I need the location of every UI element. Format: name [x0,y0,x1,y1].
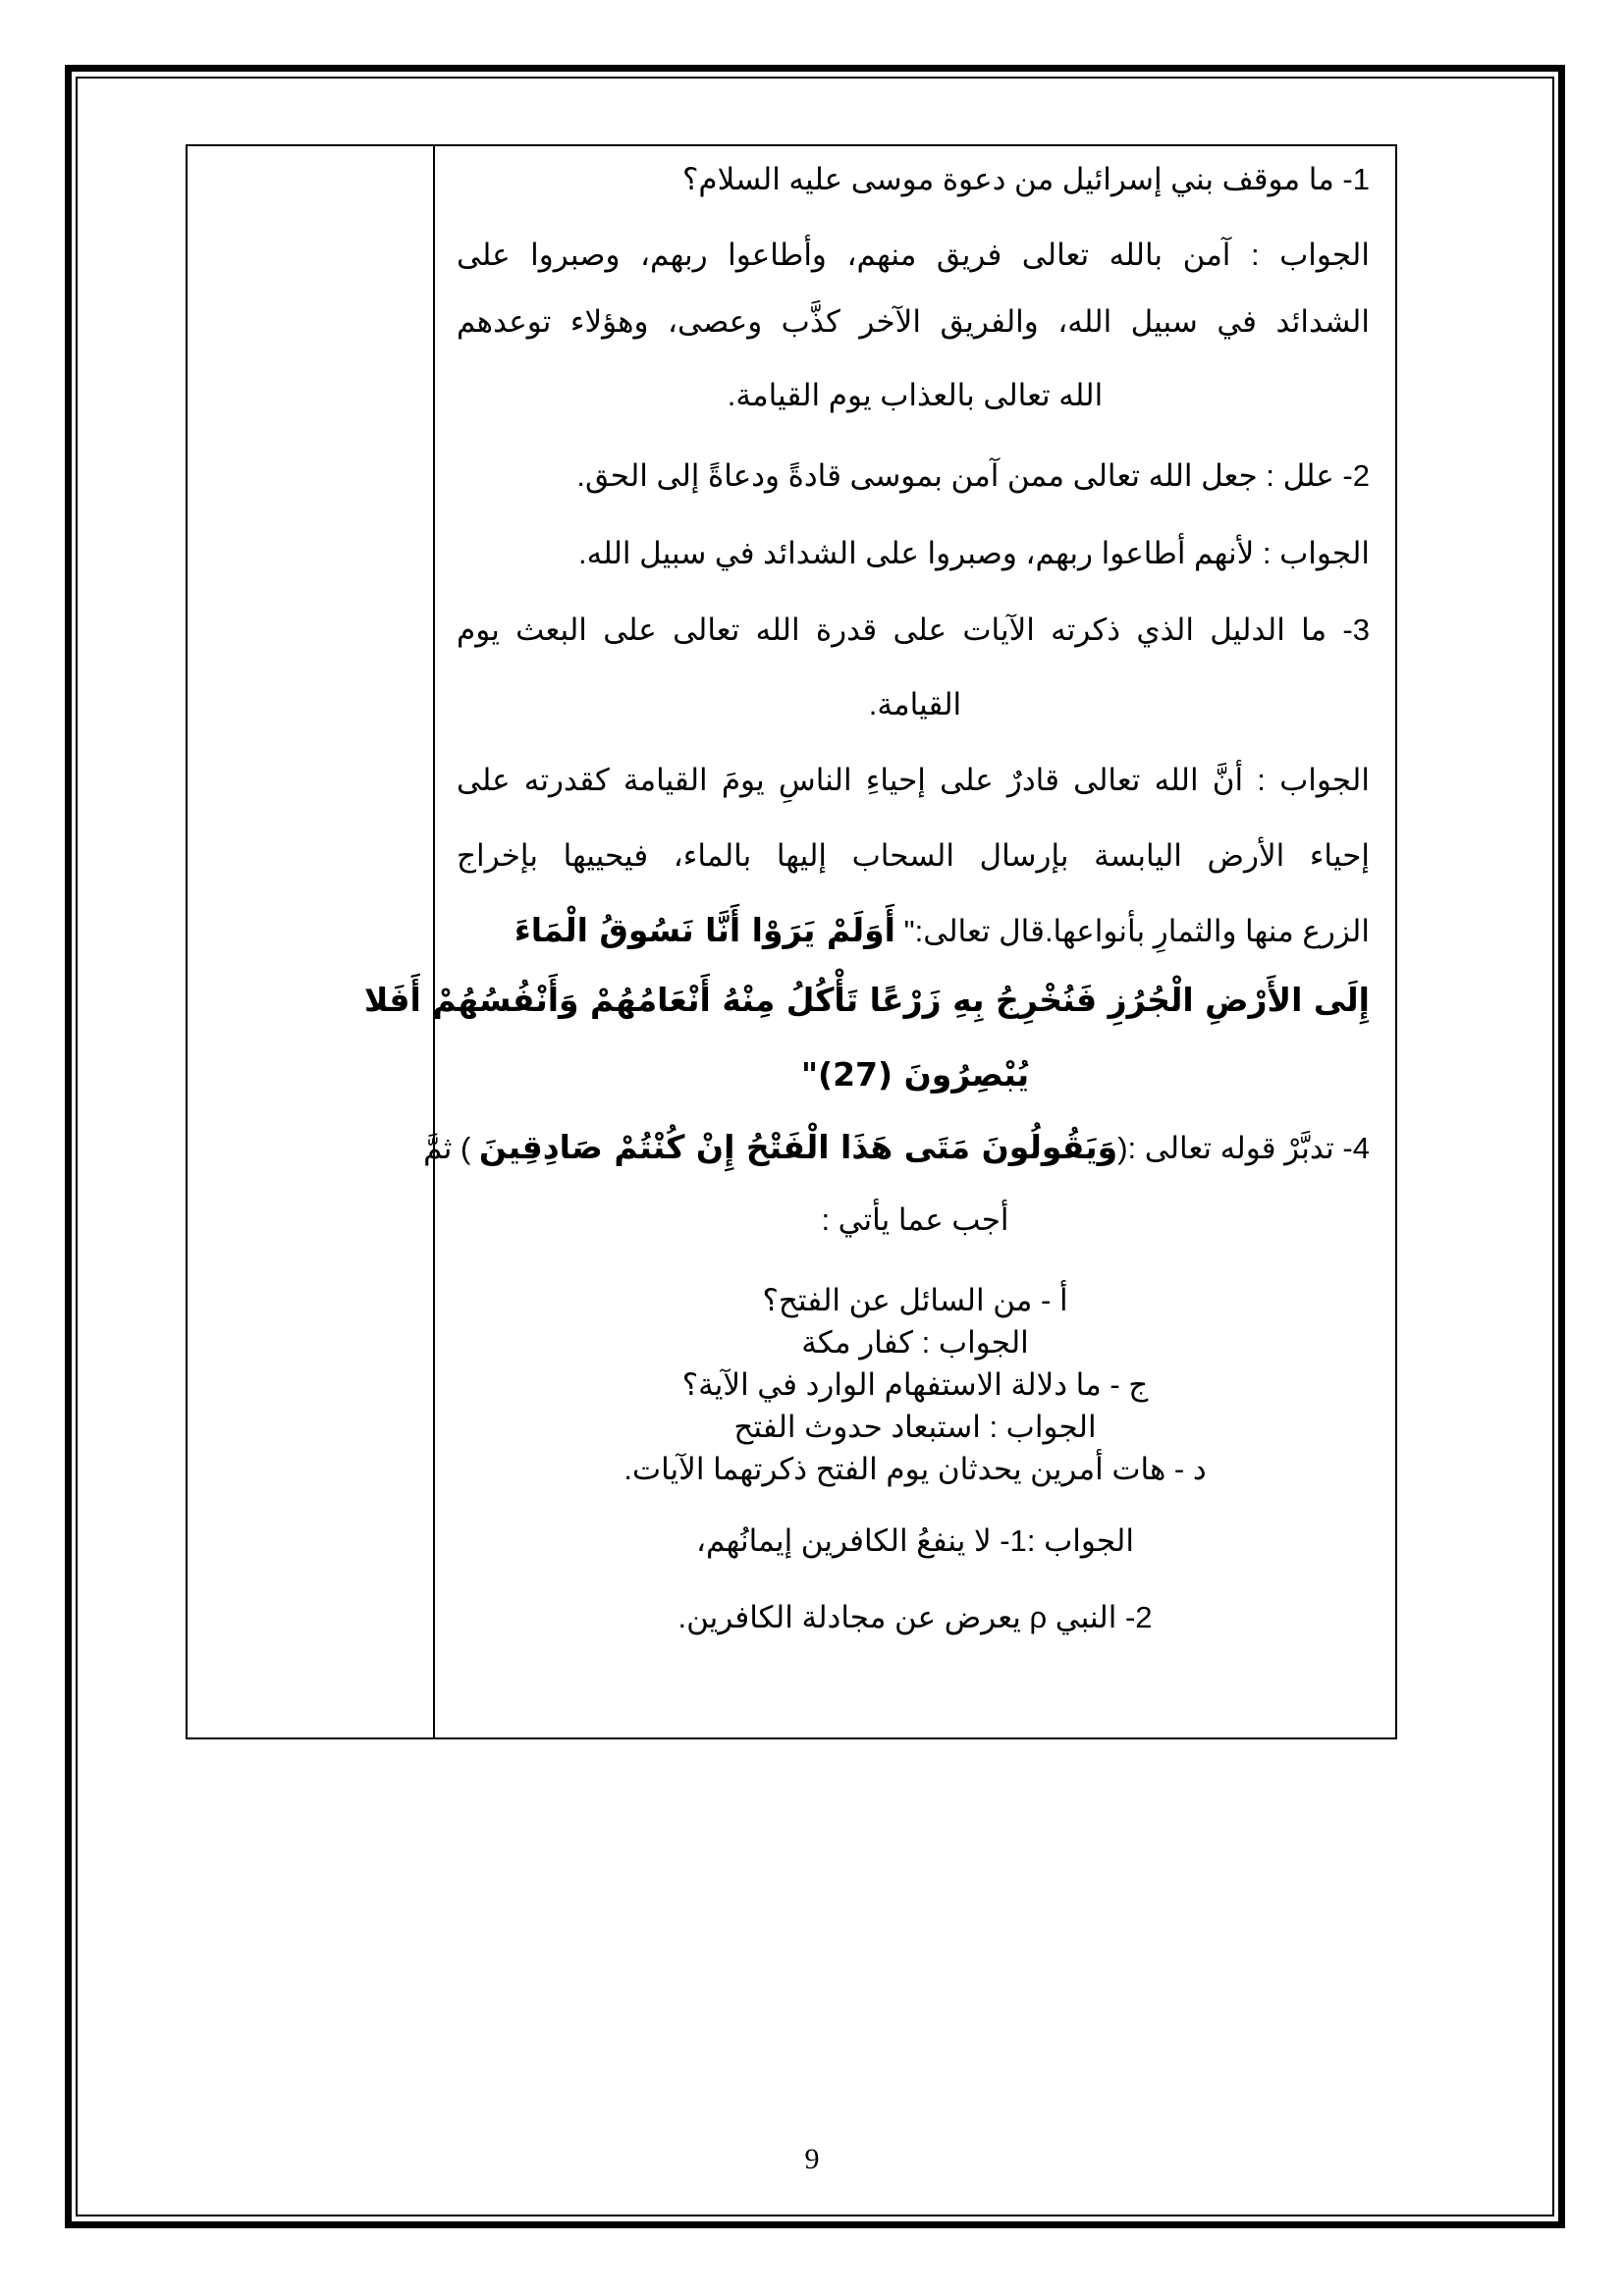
question-3-line-2: القيامة. [868,687,962,721]
quran-verse-part-1: أَوَلَمْ يَرَوْا أَنَّا نَسُوقُ الْمَاءَ [514,911,895,949]
quran-verse-part-2: إِلَى الأَرْضِ الْجُرُزِ فَنُخْرِجُ بِهِ زَرْعًا تَأْكُلُ مِنْهُ أَنْعَامُهُمْ وَأَنْفُسُهُمْ أَفَلا [363,981,1370,1019]
question-2: 2- علل : جعل الله تعالى ممن آمن بموسى قادةً ودعاةً إلى الحق. [576,458,1370,493]
question-4-line-2: أجب عما يأتي : [821,1202,1009,1237]
answer-3-line-3-text: الزرع منها والثمارِ بأنواعها.قال تعالى:" [903,914,1370,948]
sub-answer-a: الجواب : كفار مكة [801,1325,1029,1360]
quran-verse-part-3: يُبْصِرُونَ (27)" [800,1055,1030,1094]
sub-question-a: أ - من السائل عن الفتح؟ [762,1283,1068,1317]
answer-1-line-1: الجواب : آمن بالله تعالى فريق منهم، وأطاعوا ربهم، وصبروا على [457,238,1370,272]
question-1: 1- ما موقف بني إسرائيل من دعوة موسى عليه السلام؟ [681,162,1370,196]
question-4-intro: 4- تدبَّرْ قوله تعالى :( [1117,1131,1370,1165]
quran-verse-q4: وَيَقُولُونَ مَتَى هَذَا الْفَتْحُ إِنْ كُنْتُمْ صَادِقِينَ [478,1128,1118,1166]
answer-1-line-3: الله تعالى بالعذاب يوم القيامة. [727,378,1104,412]
question-3-line-1: 3- ما الدليل الذي ذكرته الآيات على قدرة الله تعالى على البعث يوم [457,613,1370,647]
sub-question-d: د - هات أمرين يحدثان يوم الفتح ذكرتهما الآيات. [623,1452,1207,1486]
answer-3-line-3 [514,911,1370,949]
question-4-then: ) ثمَّ [423,1131,471,1165]
page-number: 9 [804,2143,820,2175]
sub-answer-d-1: الجواب :1- لا ينفعُ الكافرين إيمانُهم، [696,1523,1134,1558]
question-4-line-1 [423,1128,1370,1166]
answer-1-line-2: الشدائد في سبيل الله، والفريق الآخر كذَّب وعصى، وهؤلاء توعدهم [457,304,1370,339]
sub-answer-c: الجواب : استبعاد حدوث الفتح [733,1410,1097,1444]
main-column [363,146,1395,1737]
answer-3-line-1: الجواب : أنَّ الله تعالى قادرٌ على إحياءِ الناسِ يومَ القيامة كقدرته على [457,763,1370,797]
sub-answer-d-2: 2- النبي ρ يعرض عن مجادلة الكافرين. [677,1600,1153,1634]
content-table [186,144,1397,1739]
answer-2: الجواب : لأنهم أطاعوا ربهم، وصبروا على الشدائد في سبيل الله. [577,536,1370,570]
answer-3-line-2: إحياء الأرض اليابسة بإرسال السحاب إليها بالماء، فيحييها بإخراج [457,838,1370,873]
side-column [188,146,435,1737]
sub-question-c: ج - ما دلالة الاستفهام الوارد في الآية؟ [681,1367,1149,1402]
